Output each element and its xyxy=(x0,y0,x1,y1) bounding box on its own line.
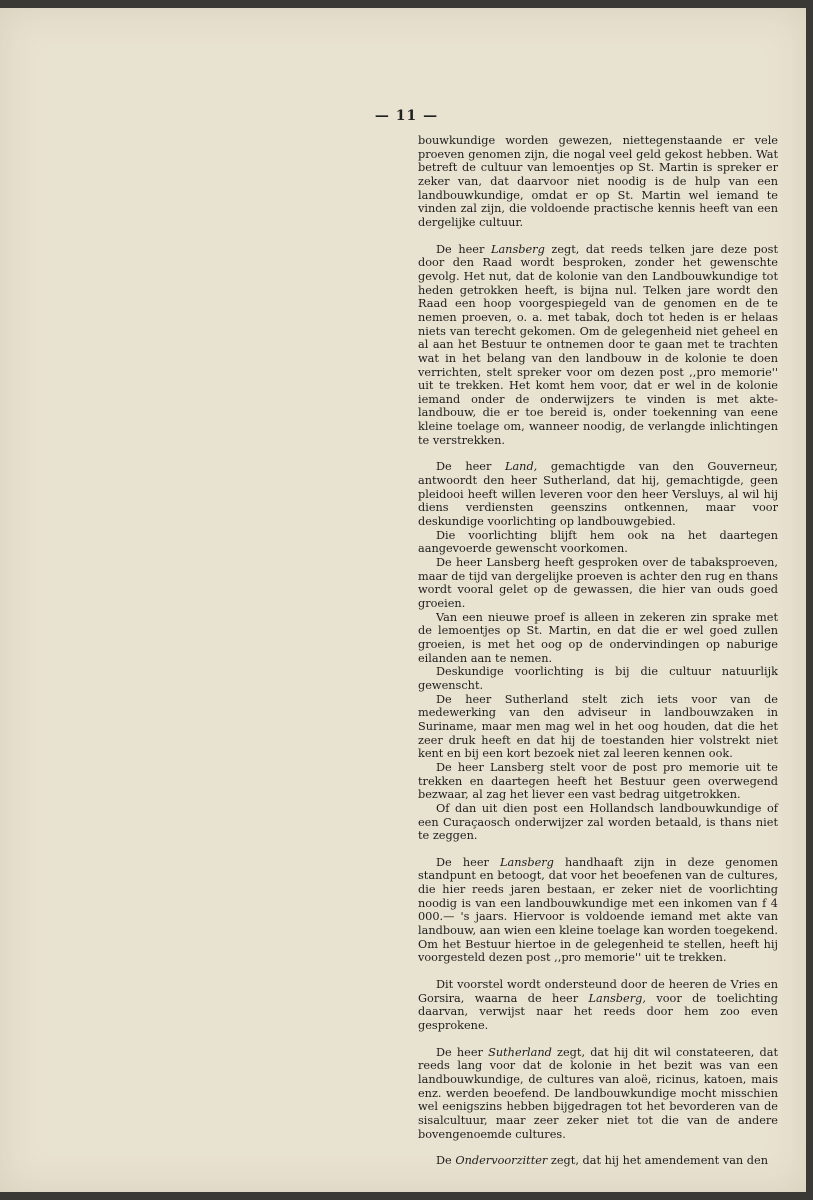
speaker-name: Sutherland xyxy=(488,1045,552,1059)
paragraph: Die voorlichting blijft hem ook na het daartegen aangevoerde gewenscht voorkomen. xyxy=(418,528,778,556)
paragraph: bouwkundige worden gewezen, niettegenstaande er vele proeven genomen zijn, die nogal veel geld gekost hebben. Wat betreft de cultuur van lemoentjes op St. Martin is spreker er zeker van, dat daarvoor niet noodig is de hulp van een landbouwkundige, omdat er op St. Martin wel iemand te vinden zal zijn, die voldoende practische kennis heeft van een dergelijke cultuur. xyxy=(418,134,778,229)
paragraph: Dit voorstel wordt ondersteund door de heeren de Vries en Gorsira, waarna de heer Lansberg, voor de toelichting daarvan, verwijst naar het reeds door hem zoo even gesprokene. xyxy=(418,978,778,1033)
paragraph: De heer Land, gemachtigde van den Gouverneur, antwoordt den heer Sutherland, dat hij, gemachtigde, geen pleidooi heeft willen leveren voor den heer Versluys, al wil hij diens verdiensten geenszins ontkennen, maar voor deskundige voorlichting op landbouwgebied. xyxy=(418,460,778,529)
paragraph: Deskundige voorlichting is bij die cultuur natuurlijk gewenscht. xyxy=(418,665,778,692)
paragraph: De heer Lansberg zegt, dat reeds telken jare deze post door den Raad wordt besproken, zonder het gewenschte gevolg. Het nut, dat de kolonie van den Landbouwkundige tot heden getrokken heeft, is bijna nul. Telken jare wordt den Raad een hoop voorgespiegeld van de genomen en de te nemen proeven, o. a. met tabak, doch tot heden is er helaas niets van terecht gekomen. Om de gelegenheid niet geheel en al aan het Bestuur te ontnemen door te gaan met te trachten wat in het belang van den landbouw in de kolonie te doen verrichten, stelt spreker voor om dezen post ,,pro memorie'' uit te trekken. Het komt hem voor, dat er wel in de kolonie iemand onder de onderwijzers te vinden is met akte-landbouw, die er toe bereid is, onder toekenning van eene kleine toelage om, wanneer noodig, de verlangde inlichtingen te verstrekken. xyxy=(418,242,778,447)
document-page xyxy=(0,8,806,1192)
paragraph: De heer Lansberg handhaaft zijn in deze genomen standpunt en betoogt, dat voor het beoefenen van de cultures, die hier reeds jaren bestaan, er zeker niet de voorlichting noodig is van een landbouwkundige met een inkomen van f 4 000.— 's jaars. Hiervoor is voldoende iemand met akte van landbouw, aan wien een kleine toelage kan worden toegekend. Om het Bestuur hiertoe in de gelegenheid te stellen, heeft hij voorgesteld dezen post ,,pro memorie'' uit te trekken. xyxy=(418,855,778,965)
paragraph: Of dan uit dien post een Hollandsch landbouwkundige of een Curaçaosch onderwijzer zal worden betaald, is thans niet te zeggen. xyxy=(418,801,778,843)
text-column xyxy=(418,134,778,1168)
paragraph: De heer Lansberg stelt voor de post pro memorie uit te trekken en daartegen heeft het Bestuur geen overwegend bezwaar, al zag het liever een vast bedrag uitgetrokken. xyxy=(418,760,778,802)
speaker-name: Lansberg xyxy=(500,855,554,869)
speaker-name: Lansberg xyxy=(490,242,545,256)
page-number: — 11 — xyxy=(374,108,439,124)
paragraph: De heer Sutherland stelt zich iets voor van de medewerking van den adviseur in landbouwzaken in Suriname, maar men mag wel in het oog houden, dat die het zeer druk heeft en dat hij de toestanden hier volstrekt niet kent en bij een kort bezoek niet zal leeren kennen ook. xyxy=(418,692,778,761)
paragraph: De heer Sutherland zegt, dat hij dit wil constateeren, dat reeds lang voor dat de kolonie in het bezit was van een landbouwkundige, de cultures van aloë, ricinus, katoen, mais enz. werden beoefend. De landbouwkundige mocht misschien wel eenigszins hebben bijgedragen tot het bevorderen van de sisalcultuur, maar zeer zeker niet tot die van de andere bovengenoemde cultures. xyxy=(418,1045,778,1141)
paragraph: De heer Lansberg heeft gesproken over de tabaksproeven, maar de tijd van dergelijke proeven is achter den rug en thans wordt vooral gelet op de gewassen, die hier van ouds goed groeien. xyxy=(418,556,778,610)
speaker-name: Ondervoorzitter xyxy=(455,1154,548,1168)
speaker-name: Land, xyxy=(504,460,538,474)
paragraph: Van een nieuwe proef is alleen in zekeren zin sprake met de lemoentjes op St. Martin, en dat die er wel goed zullen groeien, is met het oog op de ondervindingen op naburige eilanden aan te nemen. xyxy=(418,610,778,665)
paragraph: De Ondervoorzitter zegt, dat hij het amendement van den xyxy=(436,1154,768,1168)
speaker-name: Lansberg, xyxy=(588,991,646,1005)
